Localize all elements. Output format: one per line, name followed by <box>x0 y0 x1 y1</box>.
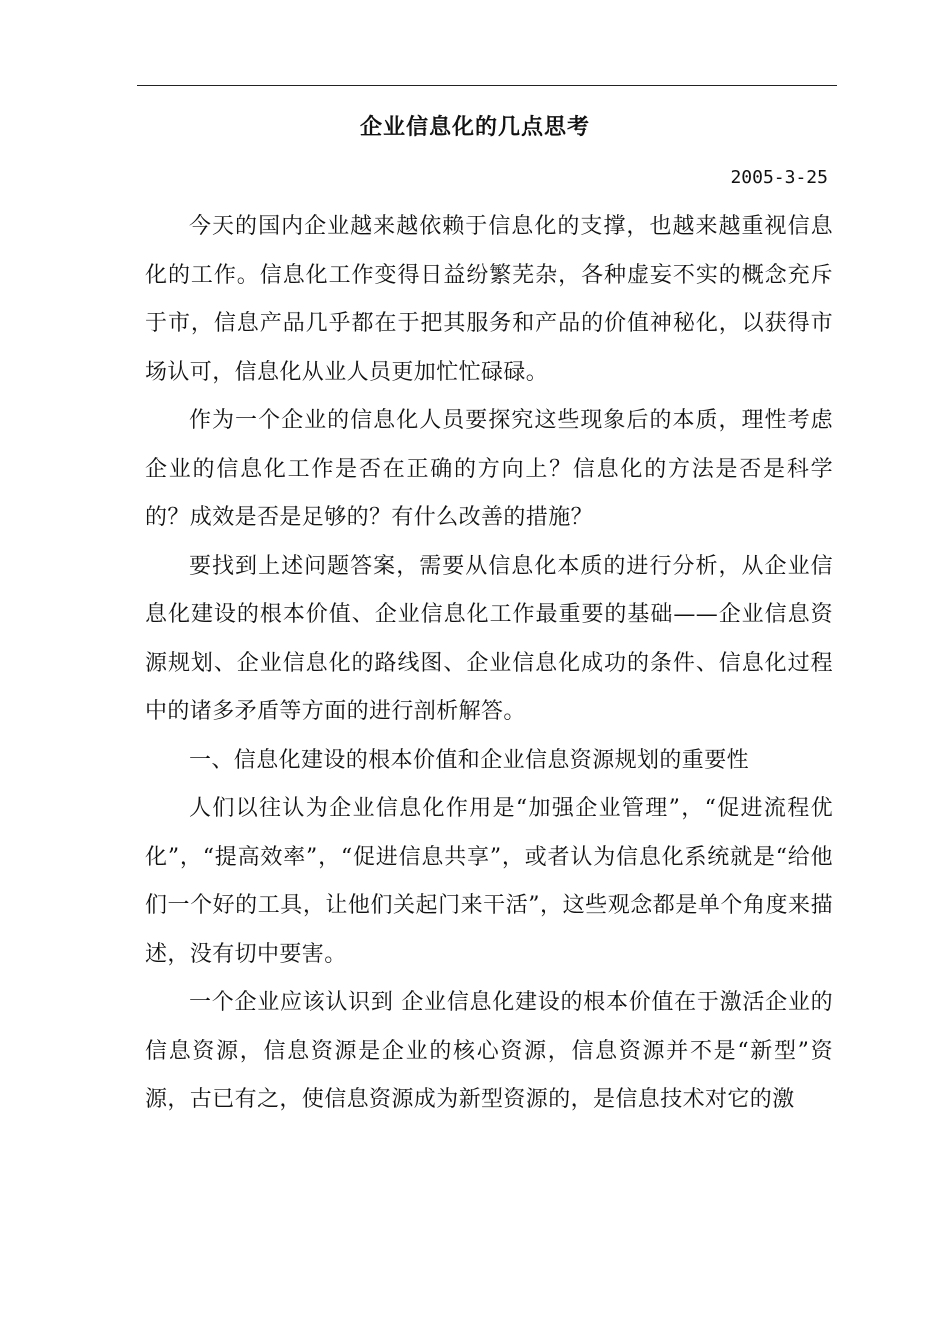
paragraph-past-views: 人们以往认为企业信息化作用是“加强企业管理”，“促进流程优化”，“提高效率”，“促进信息共享”，或者认为信息化系统就是“给他们一个好的工具，让他们关起门来干活”，这些观念都是单个角度来描述，没有切中要害。 <box>145 796 833 967</box>
section-heading-1: 一、信息化建设的根本价值和企业信息资源规划的重要性 <box>189 747 750 773</box>
paragraph-core-value: 一个企业应该认识到 企业信息化建设的根本价值在于激活企业的信息资源，信息资源是企业的核心资源，信息资源并不是“新型”资源，古已有之，使信息资源成为新型资源的，是信息技术对它的激 <box>145 990 833 1112</box>
document-body <box>145 203 833 1125</box>
paragraph-intro: 今天的国内企业越来越依赖于信息化的支撑，也越来越重视信息化的工作。信息化工作变得日益纷繁芜杂，各种虚妄不实的概念充斥于市，信息产品几乎都在于把其服务和产品的价值神秘化，以获得市场认可，信息化从业人员更加忙忙碌碌。 <box>145 214 833 385</box>
paragraph-approach: 要找到上述问题答案，需要从信息化本质的进行分析，从企业信息化建设的根本价值、企业信息化工作最重要的基础——企业信息资源规划、企业信息化的路线图、企业信息化成功的条件、信息化过程中的诸多矛盾等方面的进行剖析解答。 <box>145 553 833 724</box>
paragraph-essence: 作为一个企业的信息化人员要探究这些现象后的本质，理性考虑企业的信息化工作是否在正确的方向上？信息化的方法是否是科学的？成效是否是足够的？有什么改善的措施？ <box>145 408 833 530</box>
document-date: 2005-3-25 <box>730 167 828 188</box>
header-rule <box>137 85 837 86</box>
document-title: 企业信息化的几点思考 <box>359 115 590 140</box>
